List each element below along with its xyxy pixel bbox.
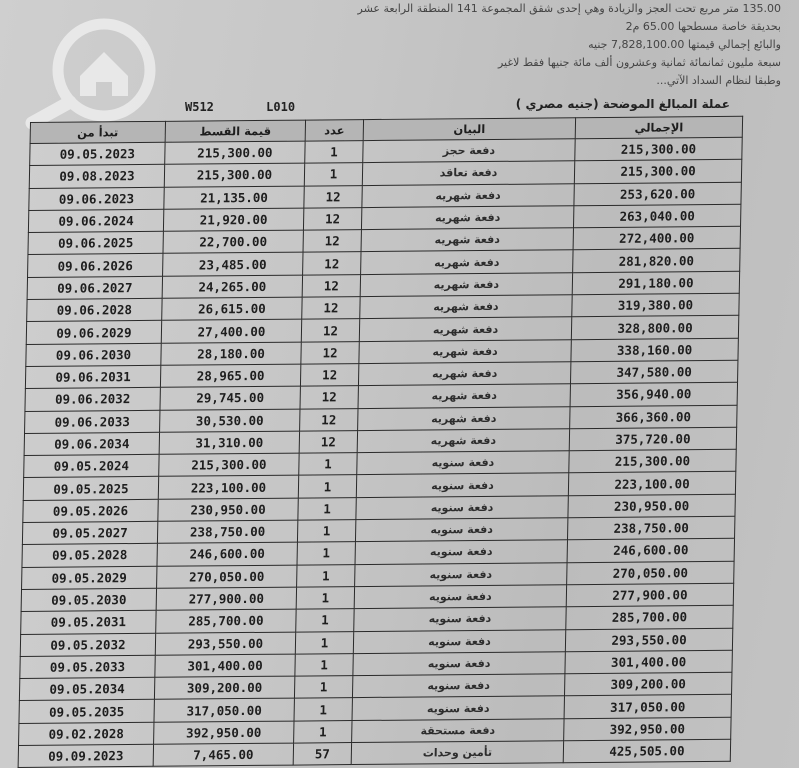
cell-description: دفعة سنويه	[355, 518, 567, 542]
cell-count: 1	[294, 676, 352, 699]
cell-description: تأمين وحدات	[351, 741, 563, 765]
cell-count: 1	[305, 141, 363, 164]
cell-description: دفعة شهريه	[358, 384, 570, 408]
cell-date: 09.05.2025	[23, 477, 158, 500]
cell-count: 1	[297, 520, 355, 543]
cell-installment: 27,400.00	[161, 319, 301, 343]
cell-description: دفعة مستحقة	[352, 718, 564, 742]
cell-total: 328,800.00	[571, 316, 738, 340]
header-description: البيان	[363, 118, 575, 141]
cell-date: 09.06.2023	[29, 187, 164, 210]
cell-installment: 7,465.00	[153, 743, 293, 767]
cell-description: دفعة سنويه	[354, 585, 566, 609]
cell-total: 285,700.00	[566, 605, 733, 629]
cell-total: 425,505.00	[563, 739, 730, 763]
cell-installment: 285,700.00	[156, 609, 296, 633]
cell-installment: 21,920.00	[163, 208, 303, 232]
cell-date: 09.05.2028	[22, 544, 157, 567]
intro-line-1: 135.00 متر مربع تحت العجز والزيادة وهي إحدى شقق المجموعة 141 المنطقة الرابعة عشر	[357, 2, 781, 15]
cell-date: 09.05.2032	[20, 633, 155, 656]
unit-code-2: L010	[266, 100, 296, 114]
currency-caption: عملة المبالغ الموضحة (جنيه مصري )	[515, 97, 730, 111]
cell-count: 1	[294, 720, 352, 743]
cell-count: 1	[296, 587, 354, 610]
cell-count: 57	[293, 743, 351, 766]
cell-date: 09.05.2029	[22, 566, 157, 589]
cell-total: 277,900.00	[566, 583, 733, 607]
cell-date: 09.05.2030	[21, 588, 156, 611]
cell-count: 1	[294, 698, 352, 721]
cell-description: دفعة سنويه	[353, 652, 565, 676]
cell-installment: 215,300.00	[159, 453, 299, 477]
cell-installment: 238,750.00	[157, 520, 297, 544]
cell-installment: 28,965.00	[160, 364, 300, 388]
cell-date: 09.05.2034	[19, 677, 154, 700]
cell-date: 09.05.2027	[22, 521, 157, 544]
cell-date: 09.06.2029	[26, 321, 161, 344]
cell-total: 356,940.00	[570, 383, 737, 407]
cell-description: دفعة سنويه	[353, 629, 565, 653]
cell-total: 366,360.00	[570, 405, 737, 429]
cell-installment: 215,300.00	[165, 141, 305, 165]
cell-description: دفعة سنويه	[355, 540, 567, 564]
cell-total: 301,400.00	[565, 650, 732, 674]
cell-description: دفعة سنويه	[356, 495, 568, 519]
cell-count: 12	[301, 341, 359, 364]
cell-description: دفعة سنويه	[355, 562, 567, 586]
cell-date: 09.02.2028	[19, 722, 154, 745]
cell-date: 09.05.2024	[24, 454, 159, 477]
payment-schedule-table	[18, 116, 742, 762]
cell-description: دفعة شهريه	[358, 362, 570, 386]
cell-description: دفعة شهريه	[360, 273, 572, 297]
cell-date: 09.05.2033	[20, 655, 155, 678]
cell-date: 09.06.2027	[27, 276, 162, 299]
cell-date: 09.06.2030	[26, 343, 161, 366]
cell-installment: 317,050.00	[154, 698, 294, 722]
cell-count: 1	[298, 475, 356, 498]
cell-description: دفعة شهريه	[359, 339, 571, 363]
cell-total: 270,050.00	[567, 561, 734, 585]
cell-total: 319,380.00	[572, 293, 739, 317]
cell-count: 12	[302, 297, 360, 320]
cell-date: 09.06.2025	[28, 232, 163, 255]
cell-date: 09.06.2031	[25, 365, 160, 388]
header-total: الإجمالي	[575, 116, 742, 138]
document-intro	[81, 0, 781, 90]
cell-description: دفعة سنويه	[354, 607, 566, 631]
cell-installment: 31,310.00	[159, 431, 299, 455]
cell-total: 253,620.00	[574, 182, 741, 206]
cell-count: 12	[301, 319, 359, 342]
cell-count: 1	[297, 564, 355, 587]
cell-date: 09.06.2032	[25, 388, 160, 411]
cell-installment: 22,700.00	[163, 230, 303, 254]
cell-date: 09.06.2028	[27, 298, 162, 321]
cell-total: 317,050.00	[564, 695, 731, 719]
cell-description: دفعة سنويه	[357, 451, 569, 475]
cell-description: دفعة تعاقد	[362, 161, 574, 185]
cell-date: 09.06.2034	[24, 432, 159, 455]
cell-date: 09.06.2026	[28, 254, 163, 277]
cell-total: 291,180.00	[572, 271, 739, 295]
cell-total: 281,820.00	[573, 249, 740, 273]
cell-count: 12	[304, 185, 362, 208]
cell-count: 12	[303, 207, 361, 230]
unit-codes	[185, 100, 340, 114]
cell-total: 215,300.00	[569, 449, 736, 473]
cell-date: 09.06.2033	[25, 410, 160, 433]
home-search-watermark-icon	[22, 18, 162, 130]
intro-line-4: سبعة مليون ثمانمائة ثمانية وعشرون ألف مائة جنيها فقط لاغير	[497, 56, 781, 69]
cell-installment: 29,745.00	[160, 386, 300, 410]
cell-date: 09.05.2026	[23, 499, 158, 522]
cell-count: 12	[300, 408, 358, 431]
cell-description: دفعة شهريه	[357, 429, 569, 453]
cell-description: دفعة سنويه	[356, 473, 568, 497]
cell-installment: 24,265.00	[162, 275, 302, 299]
cell-description: دفعة شهريه	[361, 206, 573, 230]
cell-installment: 309,200.00	[154, 676, 294, 700]
cell-date: 09.09.2023	[18, 744, 153, 767]
cell-description: دفعة شهريه	[361, 250, 573, 274]
cell-total: 230,950.00	[568, 494, 735, 518]
cell-total: 347,580.00	[570, 360, 737, 384]
cell-installment: 301,400.00	[155, 654, 295, 678]
cell-installment: 223,100.00	[158, 476, 298, 500]
cell-date: 09.05.2031	[21, 611, 156, 634]
cell-installment: 28,180.00	[161, 342, 301, 366]
intro-line-2: بحديقة خاصة مسطحها 65.00 م2	[625, 20, 781, 33]
cell-total: 375,720.00	[569, 427, 736, 451]
intro-line-3: والبائع إجمالي قيمتها 7,828,100.00 جنيه	[588, 38, 781, 51]
cell-installment: 293,550.00	[155, 632, 295, 656]
cell-description: دفعة شهريه	[361, 228, 573, 252]
cell-total: 309,200.00	[564, 672, 731, 696]
cell-description: دفعة سنويه	[352, 696, 564, 720]
cell-installment: 270,050.00	[157, 565, 297, 589]
cell-total: 238,750.00	[567, 516, 734, 540]
cell-total: 215,300.00	[575, 137, 742, 161]
cell-count: 12	[302, 274, 360, 297]
cell-installment: 30,530.00	[160, 409, 300, 433]
cell-total: 263,040.00	[573, 204, 740, 228]
cell-total: 338,160.00	[571, 338, 738, 362]
cell-count: 12	[303, 230, 361, 253]
header-installment: قيمة القسط	[165, 120, 305, 142]
cell-count: 1	[295, 631, 353, 654]
cell-installment: 246,600.00	[157, 542, 297, 566]
cell-date: 09.05.2023	[30, 142, 165, 165]
cell-installment: 277,900.00	[156, 587, 296, 611]
cell-count: 12	[299, 430, 357, 453]
cell-count: 12	[300, 386, 358, 409]
cell-count: 12	[300, 364, 358, 387]
cell-installment: 21,135.00	[164, 186, 304, 210]
cell-count: 1	[295, 653, 353, 676]
cell-total: 246,600.00	[567, 539, 734, 563]
cell-description: دفعة حجز	[363, 139, 575, 163]
cell-total: 293,550.00	[565, 628, 732, 652]
cell-date: 09.05.2035	[19, 700, 154, 723]
unit-code-1: W512	[185, 100, 214, 114]
cell-count: 1	[298, 497, 356, 520]
cell-description: دفعة شهريه	[358, 406, 570, 430]
cell-count: 1	[297, 542, 355, 565]
cell-installment: 26,615.00	[162, 297, 302, 321]
cell-installment: 215,300.00	[164, 163, 304, 187]
header-date: تبدأ من	[30, 121, 165, 143]
cell-count: 12	[303, 252, 361, 275]
header-count: عدد	[305, 120, 363, 142]
cell-count: 1	[304, 163, 362, 186]
cell-total: 392,950.00	[564, 717, 731, 741]
cell-date: 09.06.2024	[28, 209, 163, 232]
cell-description: دفعة شهريه	[359, 317, 571, 341]
cell-description: دفعة سنويه	[352, 674, 564, 698]
cell-installment: 230,950.00	[158, 498, 298, 522]
cell-installment: 23,485.00	[163, 253, 303, 277]
cell-installment: 392,950.00	[154, 721, 294, 745]
cell-count: 1	[296, 609, 354, 632]
cell-total: 223,100.00	[568, 472, 735, 496]
intro-line-5: وطبقا لنظام السداد الآتي...	[656, 74, 781, 87]
cell-total: 215,300.00	[574, 160, 741, 184]
cell-description: دفعة شهريه	[360, 295, 572, 319]
cell-description: دفعة شهريه	[362, 183, 574, 207]
cell-count: 1	[299, 453, 357, 476]
cell-date: 09.08.2023	[29, 165, 164, 188]
cell-total: 272,400.00	[573, 226, 740, 250]
